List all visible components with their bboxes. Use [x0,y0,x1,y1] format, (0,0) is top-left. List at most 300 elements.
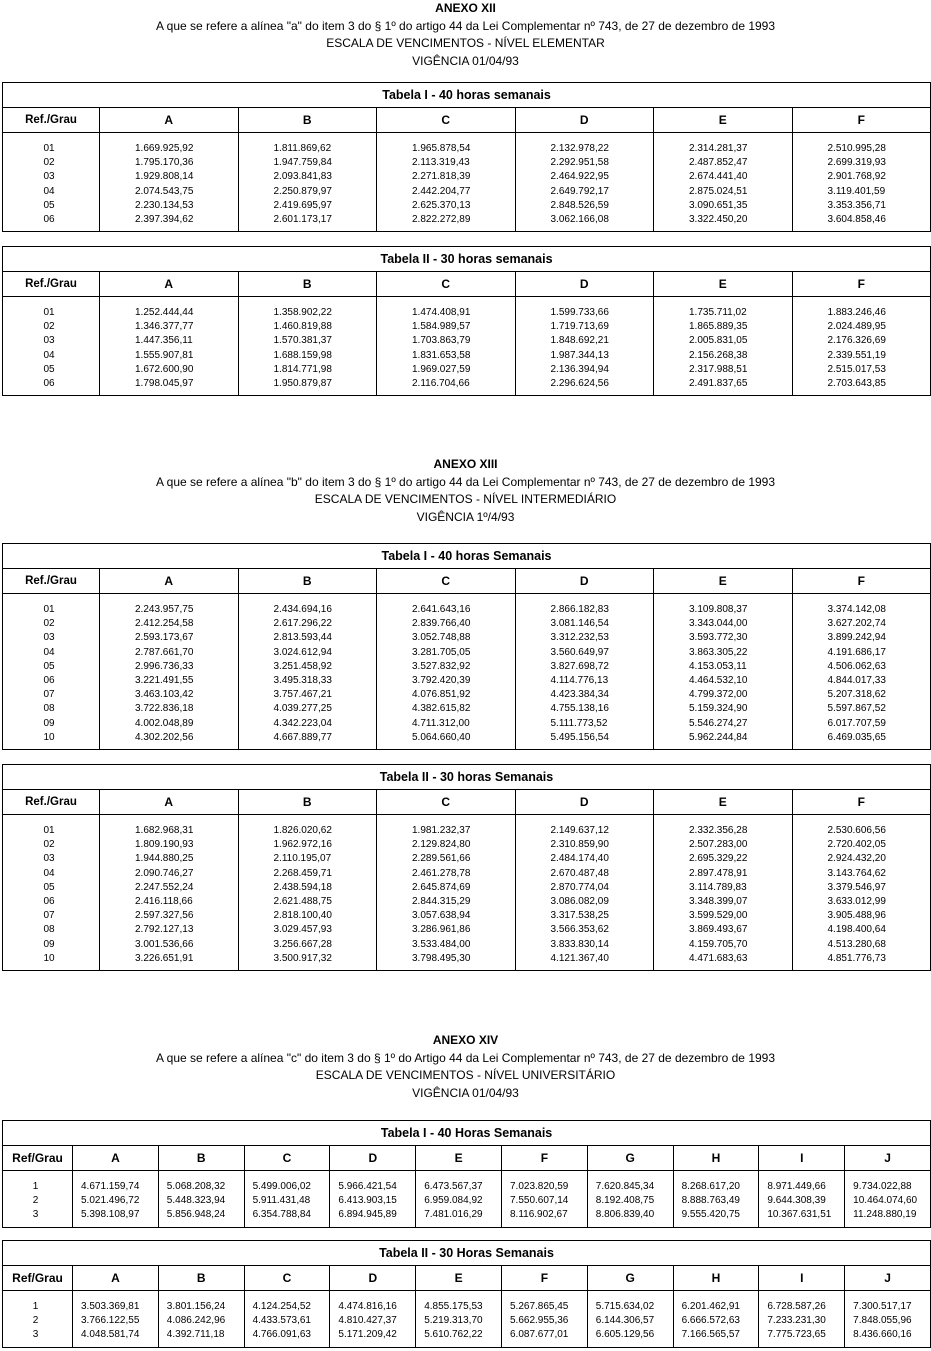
column-header: A [100,790,239,815]
salary-value: 1.965.878,54 [412,143,471,154]
salary-value: 1.599.733,66 [550,307,609,318]
salary-value: 4.667.889,77 [273,731,332,743]
salary-value: 11.248.880,19 [853,1209,917,1221]
salary-value: 8.192.408,75 [595,1195,655,1207]
salary-value: 1.570.381,37 [273,335,332,347]
ref-label: 05 [43,199,55,211]
salary-value: 6.017.707,59 [827,717,886,729]
column-header: G [587,1266,673,1291]
salary-value: 2.243.957,75 [135,604,194,615]
value-column [654,133,793,232]
salary-value: 6.728.587,26 [767,1301,826,1312]
salary-value: 2.720.402,05 [827,839,886,851]
salary-value: 3.766.122,55 [81,1315,140,1327]
salary-value: 1.460.819,88 [273,321,332,333]
column-header: D [515,272,654,297]
salary-value: 5.398.108,97 [81,1209,140,1221]
value-column [759,1171,845,1228]
value-column [792,594,931,750]
value-column [416,1171,502,1228]
salary-value: 2.116.704,66 [412,378,470,390]
salary-value: 1.969.027,59 [412,363,471,375]
column-header: A [100,569,239,594]
salary-value: 2.897.478,91 [689,867,748,879]
ref-label: 10 [43,952,55,964]
column-header: E [654,569,793,594]
salary-value: 4.039.277,25 [273,703,332,715]
ref-label: 3 [32,1209,39,1221]
salary-value: 6.959.084,92 [424,1195,483,1207]
salary-value: 6.894.945,89 [338,1209,397,1221]
annex-header [0,0,931,70]
ref-label: 2 [32,1315,39,1327]
salary-value: 3.463.103,42 [135,689,194,701]
salary-value: 2.412.254,58 [135,618,194,630]
value-column [845,1291,931,1348]
salary-value: 2.074.543,75 [135,185,194,197]
column-header: B [238,272,377,297]
value-column [244,1291,330,1348]
salary-value: 2.695.329,22 [689,853,748,865]
annex-validity: VIGÊNCIA 1º/4/93 [416,509,515,524]
salary-value: 5.171.209,42 [338,1329,397,1341]
salary-value: 4.464.532,10 [689,675,748,687]
value-column [238,297,377,396]
salary-table [2,1240,931,1348]
salary-value: 3.119.401,59 [827,185,886,197]
salary-value: 2.250.879,97 [273,185,332,197]
value-column [158,1291,244,1348]
value-column [673,1291,759,1348]
salary-value: 3.090.651,35 [689,199,748,211]
annex-title: ANEXO XII [435,1,496,15]
ref-label: 1 [32,1301,39,1312]
salary-value: 5.962.244,84 [689,731,748,743]
column-header: B [158,1146,244,1171]
salary-value: 6.473.567,37 [424,1181,483,1192]
salary-value: 1.950.879,87 [273,378,332,390]
salary-value: 9.644.308,39 [767,1195,826,1207]
table-caption: Tabela I - 40 horas semanais [3,83,931,108]
salary-value: 3.905.488,96 [827,910,886,922]
annex-header [0,456,931,526]
salary-value: 5.610.762,22 [424,1329,483,1341]
salary-value: 2.822.272,89 [412,214,471,226]
salary-value: 1.688.159,98 [273,349,332,361]
salary-value: 6.413.903,15 [338,1195,397,1207]
salary-value: 4.086.242,96 [166,1315,226,1327]
ref-label: 03 [43,853,55,865]
salary-value: 3.317.538,25 [550,910,609,922]
salary-value: 6.469.035,65 [827,731,886,743]
table-row [3,1291,931,1348]
salary-value: 4.423.384,34 [550,689,609,701]
value-column [377,594,516,750]
salary-value: 9.555.420,75 [681,1209,740,1221]
salary-value: 2.113.319,43 [412,157,470,169]
salary-value: 5.495.156,54 [550,731,609,743]
salary-value: 4.121.367,40 [550,952,609,964]
salary-value: 2.176.326,69 [827,335,886,347]
salary-value: 5.856.948,24 [166,1209,226,1221]
annex-title: ANEXO XIV [432,1033,499,1047]
ref-label: 06 [43,675,55,687]
value-column [515,815,654,971]
salary-value: 2.314.281,37 [689,143,748,154]
ref-grau-header: Ref/Grau [3,1146,73,1171]
column-header: F [792,108,931,133]
salary-value: 4.114.776,13 [550,675,609,687]
value-column [73,1291,159,1348]
salary-value: 3.757.467,21 [273,689,332,701]
salary-value: 2.442.204,77 [412,185,471,197]
column-header: I [759,1146,845,1171]
salary-value: 2.005.831,05 [689,335,748,347]
column-header: C [244,1266,330,1291]
salary-value: 3.899.242,94 [827,632,886,644]
salary-value: 5.715.634,02 [595,1301,655,1312]
column-header: J [845,1146,931,1171]
salary-value: 3.343.044,00 [689,618,748,630]
salary-value: 4.766.091,63 [252,1329,311,1341]
column-header: D [330,1266,416,1291]
salary-value: 3.114.789,83 [689,881,747,893]
salary-value: 4.048.581,74 [81,1329,140,1341]
column-header: A [100,108,239,133]
value-column [100,297,239,396]
salary-value: 3.353.356,71 [827,199,886,211]
ref-column [3,297,100,396]
salary-value: 2.597.327,56 [135,910,194,922]
salary-value: 5.546.274,27 [689,717,748,729]
salary-value: 2.870.774,04 [550,881,609,893]
salary-value: 5.499.006,02 [252,1181,311,1192]
salary-value: 2.310.859,90 [550,839,609,851]
salary-value: 7.848.055,96 [853,1315,912,1327]
ref-label: 06 [43,896,55,908]
salary-value: 2.649.792,17 [550,185,609,197]
ref-grau-header: Ref./Grau [3,790,100,815]
salary-value: 2.813.593,44 [273,632,332,644]
salary-value: 3.792.420,39 [412,675,471,687]
column-header: A [73,1146,159,1171]
salary-value: 2.839.766,40 [412,618,471,630]
ref-grau-header: Ref./Grau [3,272,100,297]
salary-value: 2.703.643,85 [827,378,886,390]
salary-value: 2.641.643,16 [412,604,471,615]
salary-value: 2.510.995,28 [827,143,886,154]
salary-value: 1.795.170,36 [135,157,194,169]
value-column [238,594,377,750]
salary-value: 1.584.989,57 [412,321,471,333]
salary-value: 3.599.529,00 [689,910,748,922]
salary-value: 1.735.711,02 [689,307,747,318]
value-column [792,133,931,232]
column-header: E [654,272,793,297]
ref-label: 3 [32,1329,39,1341]
salary-value: 5.448.323,94 [166,1195,226,1207]
value-column [100,133,239,232]
salary-value: 2.484.174,40 [550,853,609,865]
salary-value: 3.593.772,30 [689,632,748,644]
salary-value: 3.374.142,08 [827,604,886,615]
column-header: A [73,1266,159,1291]
value-column [515,594,654,750]
salary-value: 3.833.830,14 [550,938,609,950]
column-header: F [501,1266,587,1291]
salary-table [2,543,931,750]
salary-value: 2.024.489,95 [827,321,886,333]
salary-value: 1.865.889,35 [689,321,748,333]
salary-value: 7.300.517,17 [853,1301,912,1312]
salary-table [2,246,931,396]
salary-value: 4.844.017,33 [827,675,886,687]
salary-value: 3.566.353,62 [550,924,609,936]
salary-value: 3.527.832,92 [412,660,471,672]
ref-label: 10 [43,731,55,743]
value-column [244,1171,330,1228]
column-header: E [416,1266,502,1291]
salary-table [2,1120,931,1228]
salary-value: 1.962.972,16 [273,839,332,851]
column-header: D [515,790,654,815]
annex-header [0,1032,931,1102]
annex-title: ANEXO XIII [433,457,498,471]
salary-value: 2.247.552,24 [135,881,194,893]
ref-label: 01 [43,143,55,154]
table-row [3,1171,931,1228]
salary-value: 2.292.951,58 [550,157,609,169]
column-header: C [377,569,516,594]
salary-value: 3.379.546,97 [827,881,886,893]
column-header: E [416,1146,502,1171]
salary-value: 3.348.399,07 [689,896,748,908]
salary-value: 1.811.869,62 [273,143,332,154]
annex-subtitle: A que se refere a alínea "c" do item 3 do § 1º do Artigo 44 da Lei Complementar nº 743, de 27 de dezembro de 1993 [155,1050,776,1065]
salary-value: 1.883.246,46 [827,307,886,318]
value-column [100,594,239,750]
column-header: C [377,790,516,815]
salary-value: 7.775.723,65 [767,1329,826,1341]
ref-label: 07 [43,689,55,701]
value-column [515,297,654,396]
salary-value: 2.339.551,19 [827,349,886,361]
value-column [587,1171,673,1228]
salary-value: 3.024.612,94 [273,646,332,658]
salary-value: 5.219.313,70 [424,1315,483,1327]
column-header: C [377,108,516,133]
salary-value: 2.818.100,40 [273,910,332,922]
ref-grau-header: Ref./Grau [3,569,100,594]
salary-value: 2.617.296,22 [273,618,332,630]
ref-label: 03 [43,632,55,644]
salary-value: 3.722.836,18 [135,703,194,715]
annex-subtitle: A que se refere a alínea "b" do item 3 do § 1º do artigo 44 da Lei Complementar nº 743, de 27 de dezembro de 1993 [155,474,776,489]
salary-value: 2.621.488,75 [273,896,332,908]
salary-value: 3.801.156,24 [166,1301,226,1312]
salary-value: 1.358.902,22 [273,307,332,318]
salary-value: 2.289.561,66 [412,853,471,865]
salary-value: 10.464.074,60 [853,1195,918,1207]
table-caption: Tabela II - 30 Horas Semanais [3,1241,931,1266]
salary-value: 3.533.484,00 [412,938,471,950]
salary-value: 1.848.692,21 [550,335,609,347]
salary-value: 1.826.020,62 [273,825,332,836]
salary-value: 1.987.344,13 [550,349,609,361]
salary-value: 3.560.649,97 [550,646,609,658]
ref-label: 04 [43,867,55,879]
salary-value: 2.419.695,97 [273,199,332,211]
salary-value: 2.792.127,13 [135,924,194,936]
salary-value: 2.515.017,53 [827,363,886,375]
salary-value: 4.302.202,56 [135,731,194,743]
salary-value: 8.116.902,67 [509,1209,568,1221]
column-header: I [759,1266,845,1291]
salary-value: 5.064.660,40 [412,731,471,743]
column-header: B [238,790,377,815]
salary-value: 5.111.773,52 [550,717,608,729]
salary-value: 3.604.858,46 [827,214,886,226]
salary-value: 4.671.159,74 [81,1181,140,1192]
salary-value: 2.530.606,56 [827,825,886,836]
ref-label: 09 [43,717,55,729]
column-header: C [244,1146,330,1171]
salary-value: 2.332.356,28 [689,825,748,836]
salary-value: 5.021.496,72 [81,1195,140,1207]
salary-value: 2.670.487,48 [550,867,609,879]
ref-label: 2 [32,1195,39,1207]
salary-value: 10.367.631,51 [767,1209,832,1221]
value-column [73,1171,159,1228]
salary-value: 2.593.173,67 [135,632,194,644]
salary-value: 4.851.776,73 [827,952,886,964]
salary-value: 8.806.839,40 [595,1209,655,1221]
salary-value: 3.798.495,30 [412,952,471,964]
salary-value: 4.392.711,18 [166,1329,225,1341]
salary-value: 4.855.175,53 [424,1301,483,1312]
salary-value: 2.156.268,38 [689,349,748,361]
salary-value: 1.474.408,91 [412,307,471,318]
salary-value: 3.109.808,37 [689,604,748,615]
value-column [501,1291,587,1348]
salary-value: 7.166.565,57 [681,1329,740,1341]
salary-value: 2.645.874,69 [412,881,471,893]
ref-label: 02 [43,618,55,630]
salary-value: 6.666.572,63 [681,1315,740,1327]
salary-value: 3.221.491,55 [135,675,194,687]
salary-value: 6.087.677,01 [509,1329,569,1341]
salary-value: 6.201.462,91 [681,1301,740,1312]
salary-value: 2.416.118,66 [135,896,193,908]
ref-label: 1 [32,1181,39,1192]
salary-value: 1.981.232,37 [412,825,471,836]
salary-table [2,764,931,971]
salary-value: 1.682.968,31 [135,825,194,836]
salary-value: 4.755.138,16 [550,703,609,715]
salary-value: 4.159.705,70 [689,938,748,950]
value-column [501,1171,587,1228]
salary-value: 4.191.686,17 [827,646,886,658]
salary-value: 2.866.182,83 [550,604,609,615]
salary-table [2,82,931,232]
column-header: B [238,108,377,133]
ref-label: 05 [43,881,55,893]
salary-value: 3.226.651,91 [135,952,194,964]
salary-value: 2.699.319,93 [827,157,886,169]
salary-value: 7.550.607,14 [509,1195,569,1207]
salary-value: 1.447.356,11 [135,335,193,347]
salary-value: 2.848.526,59 [550,199,609,211]
ref-label: 05 [43,660,55,672]
column-header: E [654,790,793,815]
column-header: D [515,569,654,594]
value-column [330,1171,416,1228]
table-caption: Tabela I - 40 Horas Semanais [3,1121,931,1146]
value-column [792,815,931,971]
column-header: D [330,1146,416,1171]
salary-value: 5.911.431,48 [252,1195,311,1207]
salary-value: 2.674.441,40 [689,171,748,183]
salary-value: 1.944.880,25 [135,853,194,865]
salary-value: 3.086.082,09 [550,896,609,908]
ref-label: 08 [43,924,55,936]
column-header: D [515,108,654,133]
salary-value: 1.346.377,77 [135,321,194,333]
value-column [587,1291,673,1348]
salary-value: 2.136.394,94 [550,363,609,375]
salary-value: 4.382.615,82 [412,703,471,715]
table-caption: Tabela I - 40 horas Semanais [3,544,931,569]
column-header: A [100,272,239,297]
salary-value: 6.144.306,57 [595,1315,655,1327]
salary-value: 4.153.053,11 [689,660,747,672]
ref-label: 05 [43,363,55,375]
salary-value: 4.433.573,61 [252,1315,311,1327]
table-row [3,133,931,232]
salary-value: 4.076.851,92 [412,689,471,701]
ref-label: 06 [43,378,55,390]
value-column [673,1171,759,1228]
salary-value: 3.029.457,93 [273,924,332,936]
salary-value: 1.672.600,90 [135,363,194,375]
salary-value: 3.281.705,05 [412,646,471,658]
salary-value: 3.052.748,88 [412,632,471,644]
salary-value: 2.397.394,62 [135,214,194,226]
salary-value: 1.555.907,81 [135,349,194,361]
value-column [100,815,239,971]
ref-label: 04 [43,185,55,197]
ref-column [3,1171,73,1228]
column-header: F [792,272,931,297]
value-column [377,297,516,396]
salary-value: 2.461.278,78 [412,867,471,879]
table-row [3,594,931,750]
ref-label: 04 [43,349,55,361]
salary-value: 3.869.493,67 [689,924,748,936]
salary-value: 2.844.315,29 [412,896,471,908]
salary-value: 8.971.449,66 [767,1181,826,1192]
ref-label: 03 [43,171,55,183]
value-column [377,133,516,232]
value-column [330,1291,416,1348]
salary-value: 2.625.370,13 [412,199,471,211]
salary-value: 2.901.768,92 [827,171,886,183]
salary-value: 4.471.683,63 [689,952,748,964]
ref-label: 02 [43,157,55,169]
ref-grau-header: Ref./Grau [3,108,100,133]
salary-value: 4.506.062,63 [827,660,886,672]
salary-value: 5.966.421,54 [338,1181,397,1192]
